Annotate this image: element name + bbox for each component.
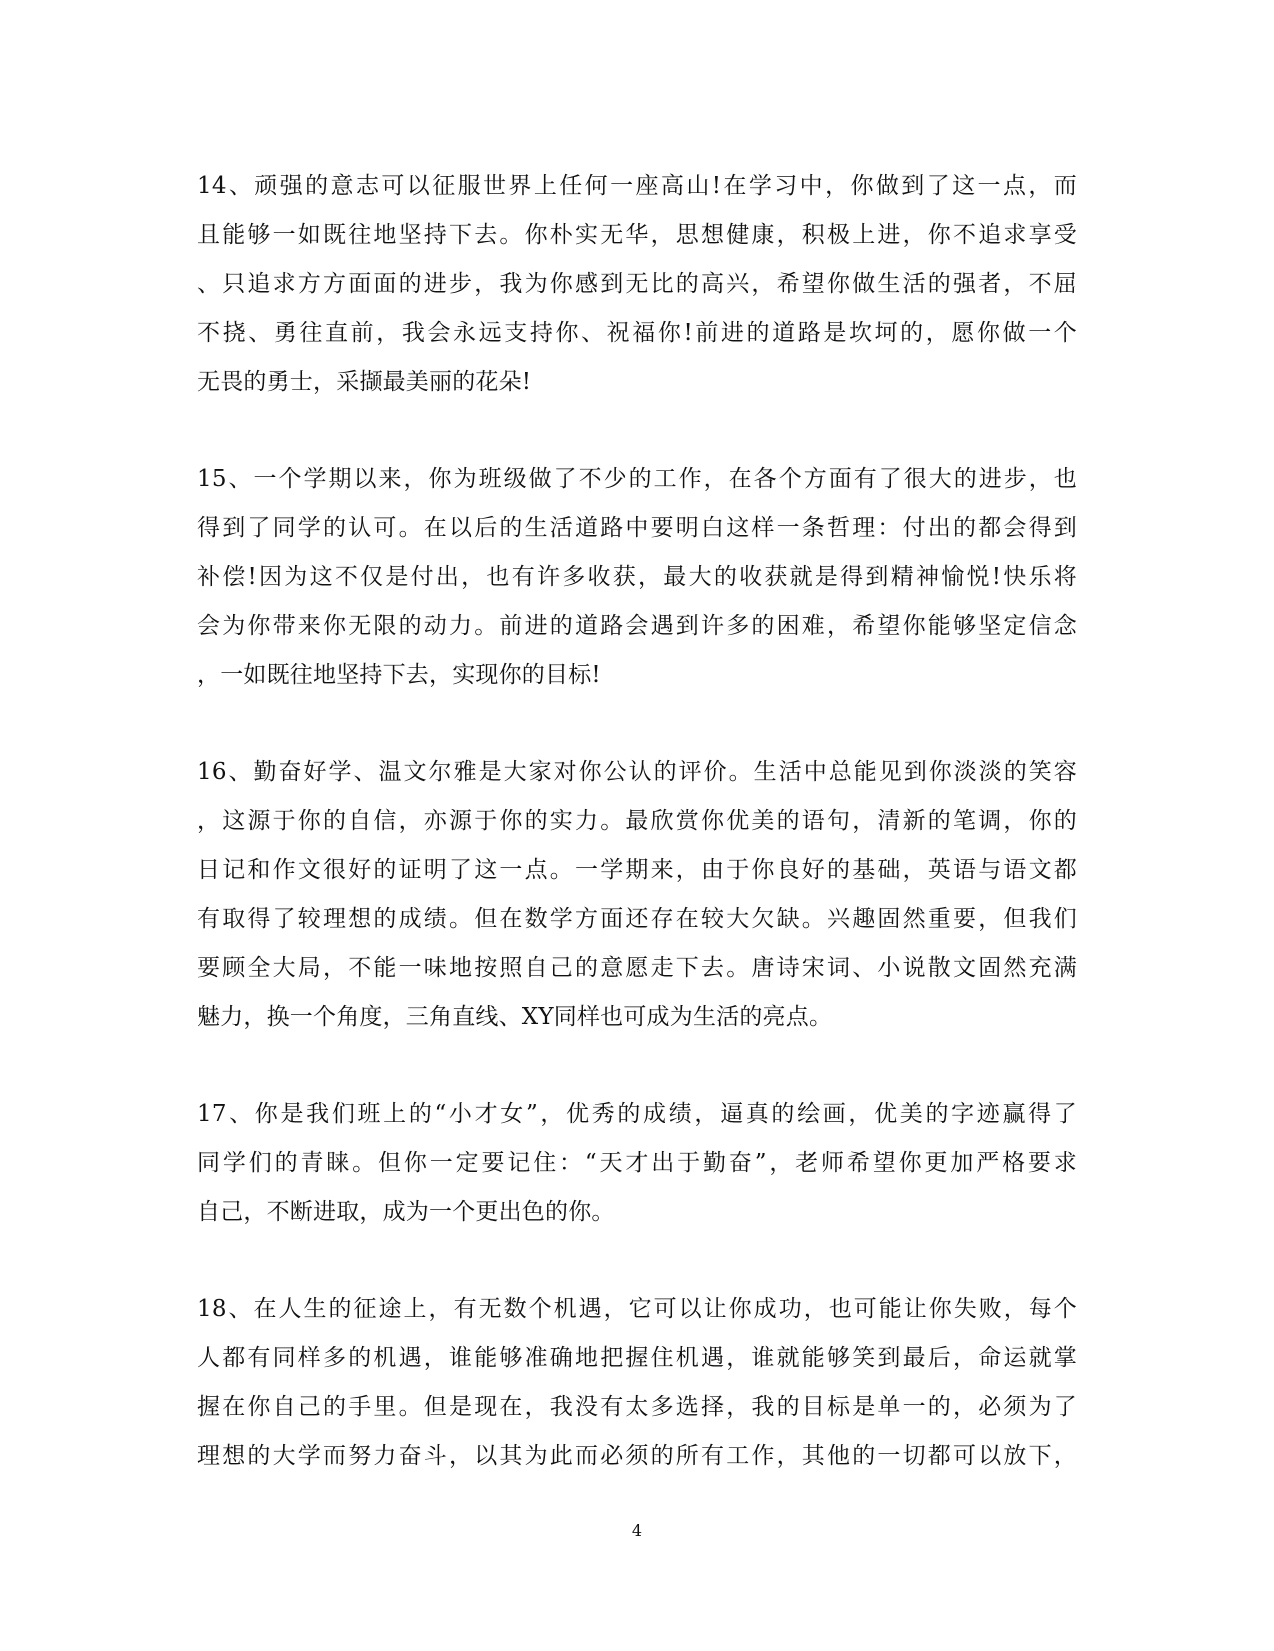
text-line: 日记和作文很好的证明了这一点。一学期来，由于你良好的基础，英语与语文都: [197, 857, 1077, 883]
paragraph-17: [197, 1090, 1077, 1237]
text-line: 魅力，换一个角度，三角直线、XY同样也可成为生活的亮点。: [197, 1004, 833, 1030]
text-line: ，一如既往地坚持下去，实现你的目标!: [197, 662, 601, 688]
text-line: ，这源于你的自信，亦源于你的实力。最欣赏你优美的语句，清新的笔调，你的: [197, 808, 1077, 834]
text-line: 理想的大学而努力奋斗，以其为此而必须的所有工作，其他的一切都可以放下，: [197, 1443, 1077, 1469]
text-line: 、只追求方方面面的进步，我为你感到无比的高兴，希望你做生活的强者，不屈: [197, 271, 1077, 297]
paragraph-14: [197, 162, 1077, 407]
paragraph-15: [197, 455, 1077, 700]
text-line: 人都有同样多的机遇，谁能够准确地把握住机遇，谁就能够笑到最后，命运就掌: [197, 1345, 1077, 1371]
text-line: 同学们的青睐。但你一定要记住：“天才出于勤奋”，老师希望你更加严格要求: [197, 1150, 1077, 1176]
text-line: 握在你自己的手里。但是现在，我没有太多选择，我的目标是单一的，必须为了: [197, 1394, 1077, 1420]
text-line: 18、在人生的征途上，有无数个机遇，它可以让你成功，也可能让你失败，每个: [197, 1296, 1077, 1322]
document-body: [197, 162, 1077, 1529]
text-line: 且能够一如既往地坚持下去。你朴实无华，思想健康，积极上进，你不追求享受: [197, 222, 1077, 248]
text-line: 无畏的勇士，采撷最美丽的花朵!: [197, 369, 532, 395]
text-line: 17、你是我们班上的“小才女”，优秀的成绩，逼真的绘画，优美的字迹赢得了: [197, 1101, 1077, 1127]
page-number: 4: [631, 1521, 643, 1540]
text-line: 得到了同学的认可。在以后的生活道路中要明白这样一条哲理：付出的都会得到: [197, 515, 1077, 541]
text-line: 要顾全大局，不能一味地按照自己的意愿走下去。唐诗宋词、小说散文固然充满: [197, 955, 1077, 981]
text-line: 会为你带来你无限的动力。前进的道路会遇到许多的困难，希望你能够坚定信念: [197, 613, 1077, 639]
text-line: 补偿!因为这不仅是付出，也有许多收获，最大的收获就是得到精神愉悦!快乐将: [197, 564, 1077, 590]
text-line: 14、顽强的意志可以征服世界上任何一座高山!在学习中，你做到了这一点，而: [197, 173, 1077, 199]
text-line: 自己，不断进取，成为一个更出色的你。: [197, 1199, 615, 1225]
paragraph-18: [197, 1285, 1077, 1481]
text-line: 16、勤奋好学、温文尔雅是大家对你公认的评价。生活中总能见到你淡淡的笑容: [197, 759, 1077, 785]
paragraph-16: [197, 748, 1077, 1042]
text-line: 不挠、勇往直前，我会永远支持你、祝福你!前进的道路是坎坷的，愿你做一个: [197, 320, 1077, 346]
text-line: 有取得了较理想的成绩。但在数学方面还存在较大欠缺。兴趣固然重要，但我们: [197, 906, 1077, 932]
text-line: 15、一个学期以来，你为班级做了不少的工作，在各个方面有了很大的进步，也: [197, 466, 1077, 492]
